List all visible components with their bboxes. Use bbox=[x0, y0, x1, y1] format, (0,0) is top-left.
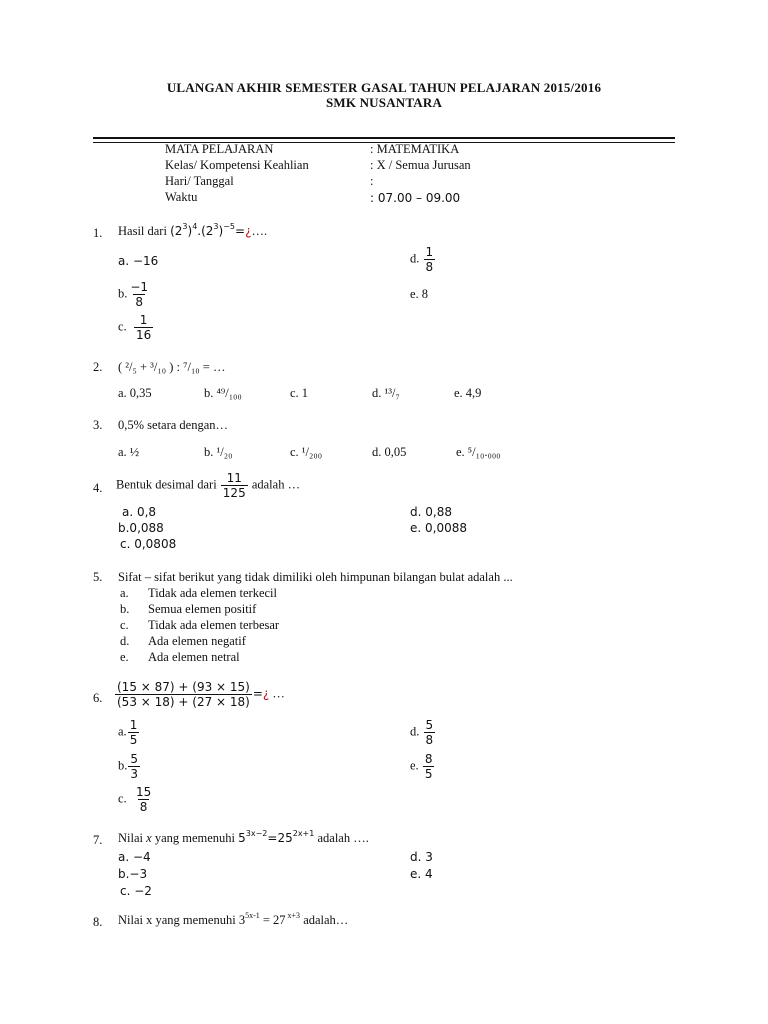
exam-title: ULANGAN AKHIR SEMESTER GASAL TAHUN PELAJARAN 2015/2016 bbox=[166, 80, 602, 95]
fraction-numerator: 5 bbox=[130, 752, 139, 766]
option-text: Ada elemen netral bbox=[148, 650, 240, 664]
fraction-denominator: 8 bbox=[425, 733, 434, 747]
fraction-numerator: (15 × 87) + (93 × 15) bbox=[117, 680, 250, 694]
fraction-numerator: −1 bbox=[130, 280, 149, 294]
option-e: e. 4,9 bbox=[454, 386, 482, 400]
option-e: e. 8 bbox=[410, 287, 429, 301]
header-divider bbox=[93, 137, 675, 139]
info-value: : 07.00 – 09.00 bbox=[370, 191, 461, 205]
option-b: b. ¹/₂₀ bbox=[204, 445, 233, 459]
question-text: Sifat – sifat berikut yang tidak dimiliki oleh himpunan bilangan bulat adalah ... bbox=[118, 570, 513, 584]
option-b: b. ⁴⁹/₁₀₀ bbox=[204, 386, 242, 400]
option-a: a. 0,35 bbox=[118, 386, 152, 400]
option-a: a. ½ bbox=[118, 445, 140, 459]
option-key: d. bbox=[120, 634, 130, 648]
math-expression: $5^{3x-2}=25^{2x+1}$ bbox=[238, 829, 315, 845]
question-text: Nilai x yang memenuhi $5^{3x-2}=25^{2x+1}$ adalah …. bbox=[118, 829, 369, 845]
fraction-numerator: 1 bbox=[139, 313, 148, 327]
unknown-glyph: ¿ bbox=[245, 224, 252, 238]
fraction-denominator: 8 bbox=[139, 800, 148, 814]
option-a: a. −4 bbox=[118, 850, 151, 864]
option-d: d. 3 bbox=[410, 850, 433, 864]
option-e: e. $\frac{8}{5}$ bbox=[410, 752, 433, 781]
question-text: $\frac{(15 \times 87) + (93 \times 15)}{(53 \times 18) + (27 \times 18)}$ =¿ … bbox=[117, 680, 285, 709]
option-text: Tidak ada elemen terbesar bbox=[148, 618, 280, 632]
option-c: c. $\frac{1}{16}$ bbox=[118, 313, 152, 342]
question-text: Nilai x yang memenuhi $3^{5x-1} = 27$ $^{x+3}$ adalah… bbox=[118, 911, 349, 927]
option-key: b. bbox=[120, 602, 130, 616]
variable: x bbox=[146, 831, 152, 845]
info-value: : MATEMATIKA bbox=[370, 142, 460, 156]
school-name: SMK NUSANTARA bbox=[325, 95, 443, 110]
option-key: c. bbox=[120, 618, 129, 632]
info-label: Kelas/ Kompetensi Keahlian bbox=[165, 158, 309, 172]
fraction-denominator: 16 bbox=[135, 328, 152, 342]
fraction-denominator: 5 bbox=[424, 767, 433, 781]
question-number: 1. bbox=[93, 226, 103, 240]
question-number: 4. bbox=[93, 481, 103, 495]
info-value: : bbox=[370, 174, 374, 188]
option-c: c. ¹/₂₀₀ bbox=[290, 445, 323, 459]
question-text: 0,5% setara dengan… bbox=[118, 418, 229, 432]
option-d: d. $\frac{5}{8}$ bbox=[410, 718, 434, 747]
fraction-numerator: 8 bbox=[424, 752, 433, 766]
option-d: d. ¹³/₇ bbox=[372, 386, 400, 400]
info-label: Waktu bbox=[165, 190, 198, 204]
option-text: Semua elemen positif bbox=[148, 602, 257, 616]
ellipsis: … bbox=[272, 686, 285, 701]
option-b: b.0,088 bbox=[118, 521, 164, 535]
fraction-denominator: 8 bbox=[425, 260, 434, 274]
info-label: Hari/ Tanggal bbox=[165, 174, 234, 188]
fraction-numerator: 1 bbox=[129, 718, 138, 732]
question-number: 5. bbox=[93, 570, 103, 584]
question-number: 6. bbox=[93, 691, 103, 705]
option-b: b. $\frac{5}{3}$ bbox=[118, 752, 139, 781]
option-c: c. $\frac{15}{8}$ bbox=[118, 785, 152, 814]
question-number: 7. bbox=[93, 833, 103, 847]
option-key: a. bbox=[120, 586, 129, 600]
question-number: 8. bbox=[93, 915, 103, 929]
option-e: e. 0,0088 bbox=[410, 521, 467, 535]
option-c: c. 0,0808 bbox=[120, 537, 177, 551]
info-label: MATA PELAJARAN bbox=[165, 142, 274, 156]
option-text: Tidak ada elemen terkecil bbox=[148, 586, 278, 600]
fraction-numerator: 15 bbox=[135, 785, 152, 799]
option-b: b. $\frac{-1}{8}$ bbox=[118, 280, 149, 309]
option-a: a. 0,8 bbox=[122, 505, 157, 519]
option-a: a. $\frac{1}{5}$ bbox=[118, 718, 138, 747]
info-value: : X / Semua Jurusan bbox=[370, 158, 471, 172]
fraction-numerator: 11 bbox=[226, 471, 242, 485]
option-c: c. −2 bbox=[120, 884, 152, 898]
option-d: d. 0,88 bbox=[410, 505, 452, 519]
question-prompt: Hasil dari bbox=[118, 224, 167, 238]
question-text: ( ²/₅ + ³/₁₀ ) : ⁷/₁₀ = … bbox=[118, 360, 226, 374]
fraction-denominator: 8 bbox=[135, 295, 144, 309]
option-e: e. 4 bbox=[410, 867, 433, 881]
option-text: Ada elemen negatif bbox=[148, 634, 246, 648]
fraction-denominator: 125 bbox=[222, 486, 246, 500]
math-expression: $(2^3)^4.(2^3)^{-5}=$ bbox=[170, 222, 246, 238]
fraction-denominator: 3 bbox=[130, 767, 139, 781]
option-a: a. −16 bbox=[118, 254, 159, 268]
option-e: e. ⁵/₁₀.₀₀₀ bbox=[456, 445, 501, 459]
question-tail: adalah … bbox=[251, 477, 301, 492]
question-number: 2. bbox=[93, 360, 103, 374]
question-text bbox=[118, 224, 267, 239]
question-prompt: Bentuk desimal dari bbox=[116, 477, 217, 492]
fraction-denominator: (53 × 18) + (27 × 18) bbox=[117, 695, 250, 709]
question-text bbox=[116, 471, 300, 500]
unknown-glyph: ¿ bbox=[262, 686, 270, 701]
fraction-numerator: 1 bbox=[425, 245, 434, 259]
option-key: e. bbox=[120, 650, 129, 664]
question-number: 3. bbox=[93, 418, 103, 432]
math-expression: $3^{5x-1} = 27$ $^{x+3}$ bbox=[238, 911, 301, 927]
option-b: b.−3 bbox=[118, 867, 148, 881]
option-d: d. $\frac{1}{8}$ bbox=[410, 245, 434, 274]
ellipsis: …. bbox=[251, 224, 268, 238]
option-d: d. 0,05 bbox=[372, 445, 407, 459]
option-c: c. 1 bbox=[290, 386, 309, 400]
fraction-numerator: 5 bbox=[425, 718, 434, 732]
fraction-denominator: 5 bbox=[129, 733, 138, 747]
